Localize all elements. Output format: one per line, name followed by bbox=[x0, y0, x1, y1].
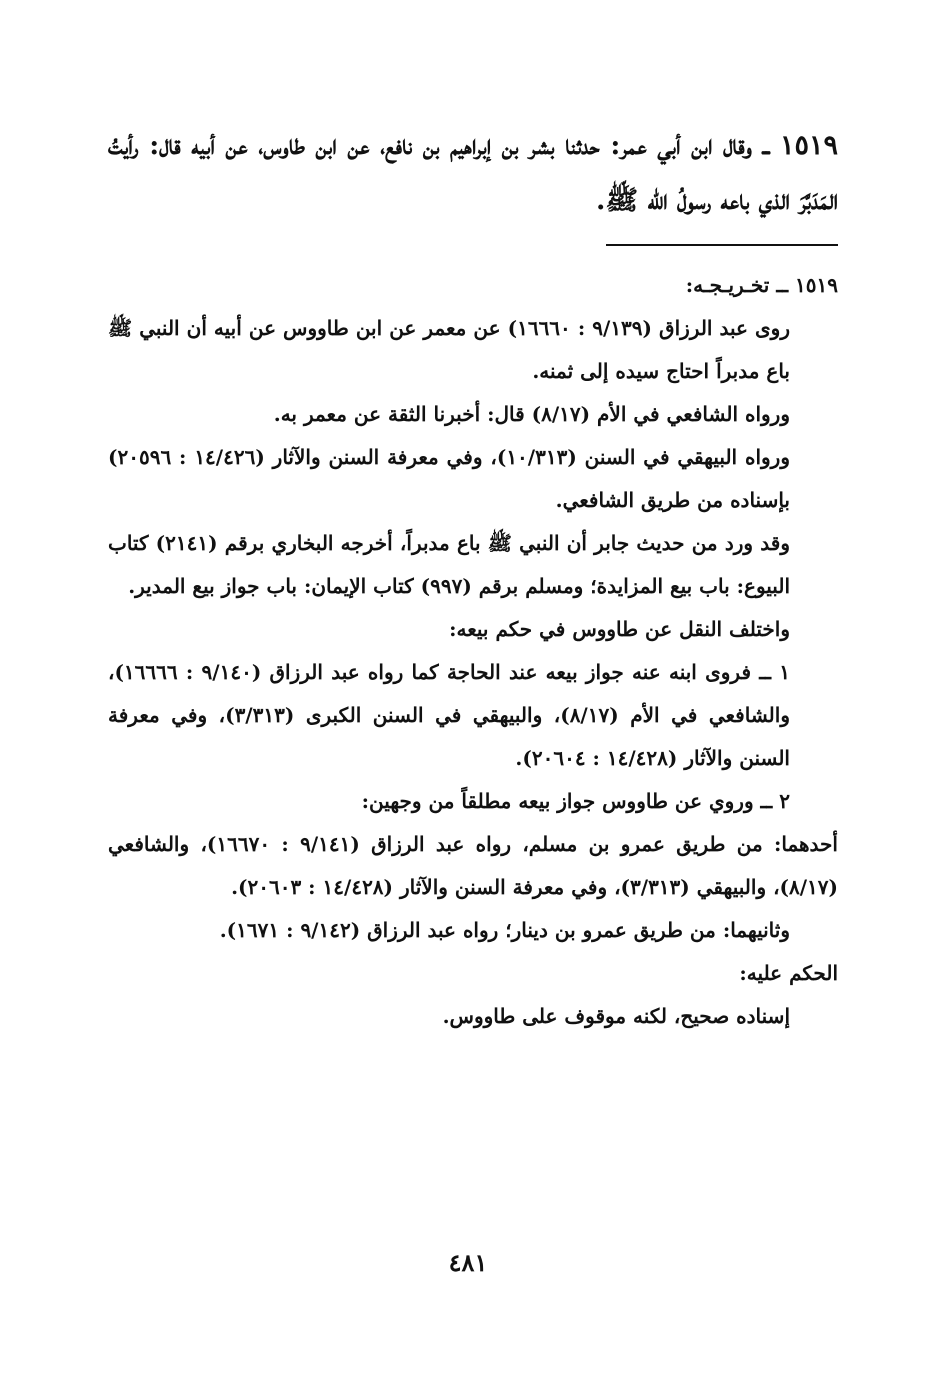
main-text-block bbox=[108, 118, 838, 228]
hukm-text: إسناده صحيح، لكنه موقوف على طاووس. bbox=[442, 1004, 790, 1028]
footnote-separator bbox=[606, 244, 838, 246]
takhrij-paragraph: ورواه الشافعي في الأم (٨/١٧) قال: أخبرنا الثقة عن معمر به. bbox=[273, 402, 790, 426]
takhrij-paragraph: ٢ ــ وروي عن طاووس جواز بيعه مطلقاً من وجهين: bbox=[361, 789, 790, 813]
takhrij-paragraph: أحدهما: من طريق عمرو بن مسلم، رواه عبد الرزاق (٩/١٤١ : ١٦٦٧٠)، والشافعي (٨/١٧)، والبيهقي (٣/٣١٣)، وفي معرفة السنن والآثار (١٤/٤٢٨ : ٢٠٦٠٣). bbox=[108, 832, 838, 899]
page-number: ٤٨١ bbox=[448, 1248, 488, 1277]
takhrij-section bbox=[108, 264, 838, 1038]
takhrij-heading: ١٥١٩ ــ تخـريـجـه: bbox=[685, 273, 838, 297]
takhrij-paragraph: ورواه البيهقي في السنن (١٠/٣١٣)، وفي معرفة السنن والآثار (١٤/٤٢٦ : ٢٠٥٩٦) بإسناده من طريق الشافعي. bbox=[108, 445, 790, 512]
takhrij-paragraph: وثانيهما: من طريق عمرو بن دينار؛ رواه عبد الرزاق (٩/١٤٢ : ١٦٧١). bbox=[219, 918, 790, 942]
hadith-1519-text: ١٥١٩ ــ وقال ابن أبي عمر: حدثنا بشر بن إبراهيم بن نافع، عن ابن طاوس، عن أبيه قال: رأيتُ المَدَبَّرَ الذي باعه رسولُ الله ﷺ. bbox=[108, 130, 838, 216]
takhrij-paragraph: وقد ورد من حديث جابر أن النبي ﷺ باع مدبراً، أخرجه البخاري برقم (٢١٤١) كتاب البيوع: باب بيع المزايدة؛ ومسلم برقم (٩٩٧) كتاب الإيمان: باب جواز بيع المدير. bbox=[108, 531, 790, 598]
takhrij-paragraph: روى عبد الرزاق (٩/١٣٩ : ١٦٦٦٠) عن معمر عن ابن طاووس عن أبيه أن النبي ﷺ باع مدبراً احتاج سيده إلى ثمنه. bbox=[108, 316, 790, 383]
takhrij-paragraph: ١ ــ فروى ابنه عنه جواز بيعه عند الحاجة كما رواه عبد الرزاق (٩/١٤٠ : ١٦٦٦٦)، والشافعي في الأم (٨/١٧)، والبيهقي في السنن الكبرى (٣/٣١٣)، وفي معرفة السنن والآثار (١٤/٤٢٨ : ٢٠٦٠٤). bbox=[108, 660, 790, 770]
takhrij-paragraph: واختلف النقل عن طاووس في حكم بيعه: bbox=[449, 617, 790, 641]
hukm-heading: الحكم عليه: bbox=[739, 961, 838, 985]
